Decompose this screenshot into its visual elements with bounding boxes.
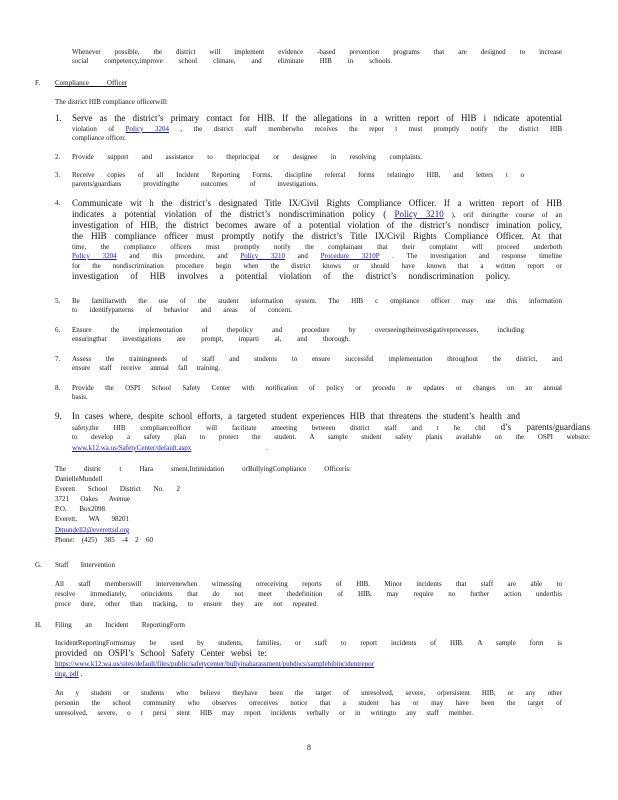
section-h-line-2: provided on OSPI’s School Safety Center websi te:	[55, 648, 267, 658]
item-9-line-1: In cases where, despite school efforts, a targeted student experiences HIB that threatens the student’s health and	[72, 411, 520, 421]
item-4-line-4: the HIB compliance officer must promptly notify the district’s Title IX/Civil Rights Compliance Officer. At that	[72, 231, 562, 241]
section-h-line-1: IncidentReportingFormsmay be used by students, families, or staff to report incidents of HIB. A sample form is	[55, 639, 562, 647]
section-f-lead: The district HIB compliance officerwill:	[55, 98, 169, 106]
item-6-line-1: Ensure the implementation of thepolicy and procedure by overseeingtheinvestigativeprocesses, including	[72, 326, 524, 334]
item-2-line-1: Provide support and assistance to theprincipal or designee in resolving complaints.	[72, 153, 422, 161]
item-2-number: 2.	[55, 153, 61, 161]
incident-form-link[interactable]: https://www.k12.wa.us/sites/default/files/public/safetycenter/bullyinaharassment/pubdocs/samplehibincidentrepor	[55, 660, 374, 668]
section-g-letter: G.	[35, 561, 42, 569]
contact-street: 3721 Oakes Avenue	[55, 495, 130, 503]
intro-line-1: Whenever possible, the district will implement evidence -based prevention programs that are designed to increase	[72, 48, 562, 56]
item-9-number: 9.	[55, 411, 62, 421]
item-4-line-7: for the nondiscrimination procedure begin when the district knows or should have known that a written report or	[72, 262, 562, 270]
item-4-line-5: time, the compliance officers must promptly notify the complainant that their complaint will proceed underboth	[72, 243, 562, 251]
item-7-number: 7.	[55, 355, 61, 363]
item-1-line-2: violation of Policy 3204 , the district staff memberwho receives the repor t must promptly notify the district HIB	[72, 125, 562, 133]
item-5-line-2: to identifypatterns of behavior and areas of concern.	[72, 306, 292, 314]
item-9-line-2: safety,the HIB complianceofficer will facilitate ameeting between district staff and t he chil d’s parents/guardians	[72, 422, 590, 432]
item-4-line-6: Policy 3204 and this procedure, and Policy 3210 and Procedure 3210P . The investigation and response timeline	[72, 252, 563, 260]
section-g-line-2: resolve immediately, orincidents that do not meet thedefinition of HIB, may require no further action underthis	[55, 590, 562, 598]
item-4-line-1: Communicate wit h the district’s designated Title IX/Civil Rights Compliance Officer. If a written report of HIB	[72, 198, 562, 208]
item-4-line-8: investigation of HIB involves a potential violation of the district’s nondiscrimination policy.	[72, 271, 510, 281]
policy-3210-link[interactable]: Policy 3210	[394, 209, 444, 219]
item-9-line-3: to develop a safety plan to protect the student. A sample student safety planis available on the OSPI website:	[72, 433, 590, 441]
contact-name: DanielleMundell	[55, 475, 103, 483]
item-9-line-4: www.k12.wa.us/SafetyCenter/default.aspx .	[72, 444, 268, 452]
item-7-line-2: ensure staff receive annual fall training.	[72, 364, 220, 372]
page-number: 8	[307, 743, 311, 752]
incident-form-link-end[interactable]: ting. pdf .	[55, 670, 83, 678]
item-3-line-1: Receive copies of all Incident Reporting Forms, discipline referral forms relatingto HIB, and letters t o	[72, 171, 524, 179]
item-1-number: 1.	[55, 113, 62, 123]
item-3-number: 3.	[55, 171, 61, 179]
policy-3204-link[interactable]: Policy 3204	[125, 125, 169, 133]
item-5-line-1: Be familiarwith the use of the student information system. The HIB c ompliance officer may use this information	[72, 297, 562, 305]
item-4-line-3: investigation of HIB, the district becomes aware of a potential violation of the district’s nondiscr imination policy,	[72, 220, 562, 230]
section-f-letter: F.	[35, 79, 41, 87]
item-1-line-3: compliance officer.	[72, 134, 126, 142]
section-h-letter: H.	[35, 621, 42, 629]
item-5-number: 5.	[55, 297, 61, 305]
intro-line-2: social competency,improve school climate, and eliminate HIB in schools.	[72, 57, 392, 65]
section-h-para2-line-1: An y student or students who believe theyhave been the target of unresolved, severe, orpersistent HIB, or any other	[55, 689, 562, 697]
item-6-line-2: ensuringthat investigations are prompt, imparti al, and thorough.	[72, 335, 350, 343]
safety-center-link[interactable]: www.k12.wa.us/SafetyCenter/default.aspx	[72, 444, 192, 452]
section-h-title: Filing an Incident ReportingForm	[55, 621, 185, 629]
section-h-para2-line-2: personin the school community who observes orreceives notice that a student has or may have been the target of	[55, 699, 562, 707]
section-g-line-3: proce dure, other than tracking, to ensure they are not repeated.	[55, 600, 318, 608]
contact-city: Everett, WA 98201	[55, 515, 129, 523]
item-8-number: 8.	[55, 384, 61, 392]
section-f-title: Compliance Officer	[55, 79, 127, 87]
item-4-line-2: indicates a potential violation of the district’s nondiscrimination policy ( Policy 3210 ), orif duringthe course of an	[72, 209, 562, 219]
section-g-line-1: All staff memberswill intervenewhen witnessing orreceiving reports of HIB. Minor incidents that staff are able to	[55, 580, 562, 588]
item-8-line-1: Provide the OSPI School Safety Center with notification of policy or procedu re updates or changes on an annual	[72, 384, 562, 392]
contact-organization: Everett School District No. 2	[55, 485, 180, 493]
contact-email-link[interactable]: Dmundell2@everettsd.org	[55, 526, 130, 534]
contact-phone: Phone: (425) 385 -4 2 60	[55, 536, 153, 544]
item-1-line-1: Serve as the district’s primary contact for HIB. If the allegations in a written report of HIB i ndicate apotential	[72, 113, 562, 123]
item-3-line-2: parents/guardians providingthe outcomes of investigations.	[72, 180, 318, 188]
section-h-para2-line-3: unresolved, severe, o r persi stent HIB may report incidents verbally or in writingto any staff member.	[55, 709, 473, 717]
procedure-3210p-link[interactable]: Procedure 3210P	[320, 252, 380, 260]
section-g-title: Staff Intervention	[55, 561, 115, 569]
item-7-line-1: Assess the trainingneeds of staff and students to ensure successful implementation throughout the district, and	[72, 355, 562, 363]
contact-po-box: P.O. Box2098	[55, 505, 105, 513]
policy-3210-link-2[interactable]: Policy 3210	[240, 252, 286, 260]
item-8-line-2: basis.	[72, 393, 88, 401]
item-4-number: 4.	[55, 199, 61, 207]
policy-3204-link-2[interactable]: Policy 3204	[72, 252, 117, 260]
compliance-officer-intro: The distric t Hara sment,Intimidation orBullyingCompliance Officeris:	[55, 465, 351, 473]
item-6-number: 6.	[55, 326, 61, 334]
